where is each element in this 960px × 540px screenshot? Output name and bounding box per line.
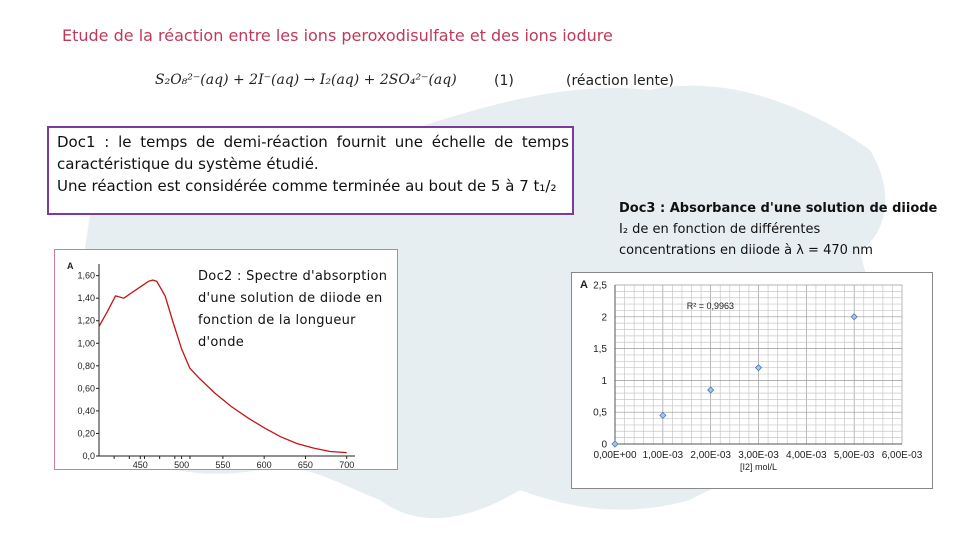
y-tick-label: 1,20 — [77, 315, 95, 326]
x-axis-label: [I2] mol/L — [739, 462, 778, 472]
doc3-caption-title: Doc3 : Absorbance d'une solution de diiode — [619, 201, 938, 216]
y-axis-label: A — [580, 279, 588, 291]
x-tick-label: 5,00E-03 — [833, 450, 875, 461]
x-tick-label: 550 — [215, 460, 231, 469]
y-tick-label: 2,5 — [593, 280, 607, 292]
x-tick-label: 0,00E+00 — [593, 450, 637, 461]
data-point — [851, 314, 857, 320]
y-tick-label: 1,60 — [77, 270, 95, 281]
reaction-equation: S₂O₈²⁻(aq) + 2I⁻(aq) → I₂(aq) + 2SO₄²⁻(aq) — [155, 72, 457, 88]
doc3-caption — [619, 198, 939, 261]
data-point — [612, 441, 618, 447]
y-tick-label: 0,80 — [77, 360, 95, 371]
y-tick-label: 2 — [601, 312, 607, 324]
y-tick-label: 0,0 — [82, 451, 95, 461]
x-tick-label: 3,00E-03 — [738, 450, 779, 461]
y-tick-label: 0,5 — [593, 407, 607, 419]
equation-note: (réaction lente) — [566, 73, 675, 89]
x-tick-label: 500 — [174, 460, 190, 469]
y-tick-label: 1 — [601, 375, 607, 387]
data-point — [660, 412, 666, 418]
doc3-chart-frame — [571, 272, 933, 489]
y-tick-label: 1,40 — [77, 293, 95, 304]
x-tick-label: 450 — [132, 460, 148, 469]
y-tick-label: 0,20 — [77, 428, 95, 439]
absorption-spectrum-chart — [55, 250, 197, 469]
y-axis-label: A — [67, 261, 74, 271]
data-point — [708, 387, 714, 393]
x-tick-label: 4,00E-03 — [786, 450, 827, 461]
x-tick-label: 6,00E-03 — [881, 450, 923, 461]
absorbance-calibration-chart — [572, 273, 932, 488]
r-squared-annotation: R² = 0,9963 — [686, 301, 735, 312]
y-tick-label: 0,60 — [77, 383, 95, 394]
y-tick-label: 0 — [601, 439, 607, 451]
doc3-caption-line3: concentrations en diiode à λ = 470 nm — [619, 243, 873, 258]
doc1-line3: Une réaction est considérée comme terminée au bout de 5 à 7 t₁/₂ — [57, 177, 557, 195]
x-tick-label: 600 — [256, 460, 272, 469]
doc2-caption: Doc2 : Spectre d'absorption d'une solution de diiode en fonction de la longueur d'onde — [198, 269, 388, 350]
doc1-line1: Doc1 : le temps de demi-réaction fournit une échelle de temps — [57, 133, 569, 151]
data-point — [756, 365, 762, 371]
x-tick-label: 1,00E-03 — [642, 450, 684, 461]
doc2-panel — [54, 249, 398, 470]
doc3-caption-line2: I₂ de en fonction de différentes — [619, 222, 821, 237]
x-tick-label: 2,00E-03 — [690, 450, 731, 461]
y-tick-label: 1,00 — [77, 338, 95, 349]
page-title: Etude de la réaction entre les ions peroxodisulfate et des ions iodure — [62, 26, 613, 45]
y-tick-label: 0,40 — [77, 405, 95, 416]
doc1-line2: caractéristique du système étudié. — [57, 155, 319, 173]
x-tick-label: 650 — [297, 460, 313, 469]
x-tick-label: 700 — [339, 460, 355, 469]
doc1-box — [47, 126, 574, 215]
equation-number: (1) — [494, 73, 514, 89]
y-tick-label: 1,5 — [593, 344, 607, 356]
